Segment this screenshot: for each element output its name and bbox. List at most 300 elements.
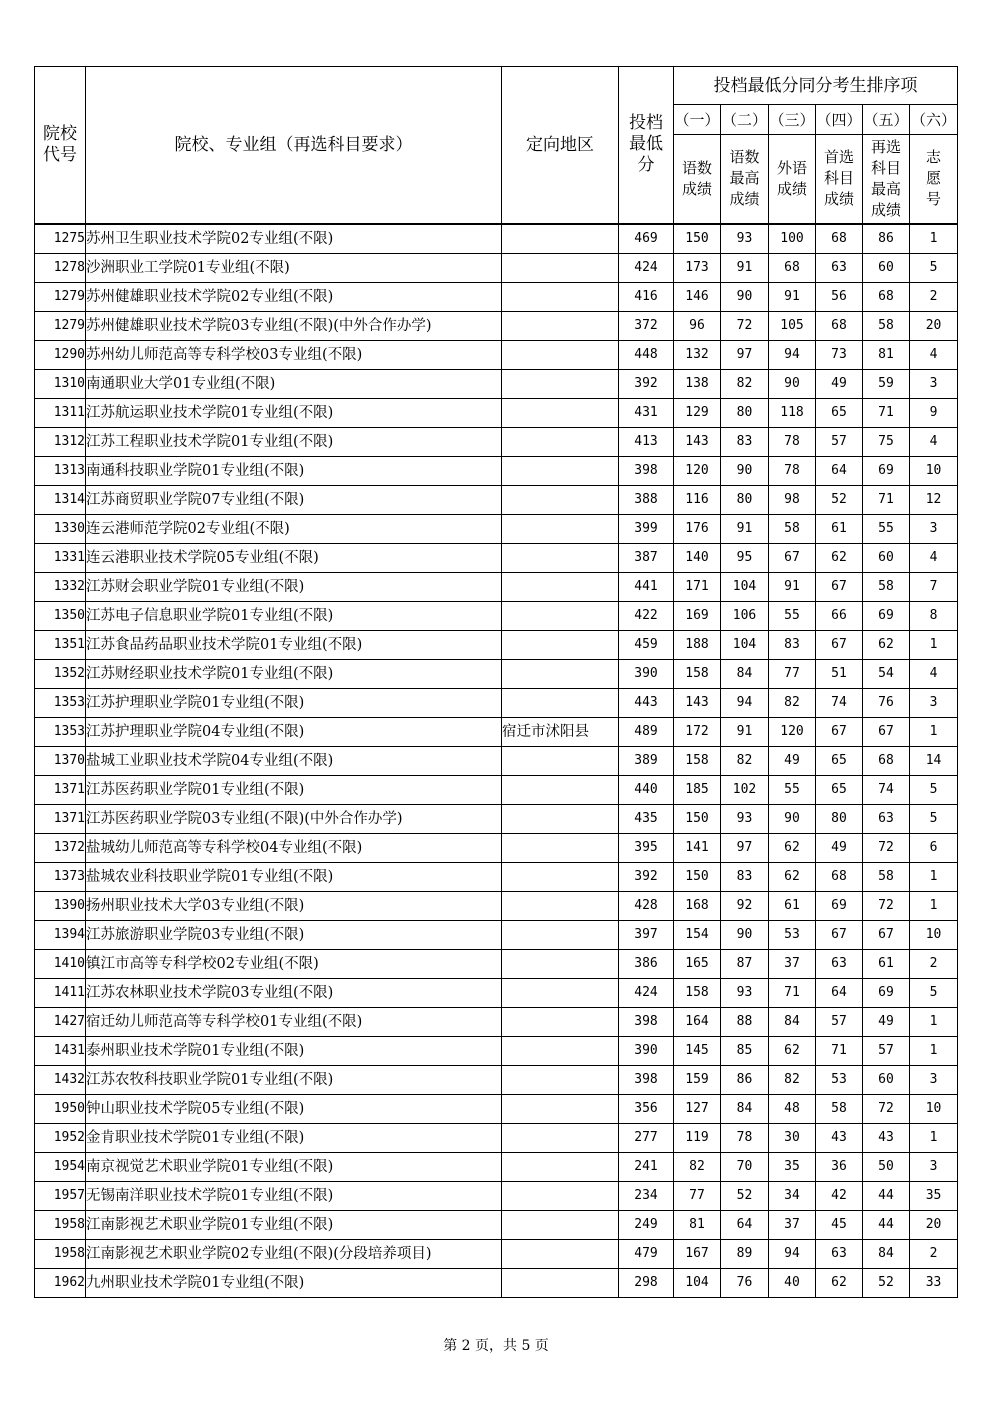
- cell-name: 江苏农林职业技术学院03专业组(不限): [86, 978, 502, 1007]
- cell-score-4: 68: [816, 862, 863, 891]
- cell-score-6: 2: [910, 282, 958, 311]
- cell-name: 苏州健雄职业技术学院02专业组(不限): [86, 282, 502, 311]
- cell-score-5: 58: [863, 862, 910, 891]
- cell-code: 1314: [35, 485, 86, 514]
- cell-score-4: 62: [816, 543, 863, 572]
- cell-score-6: 1: [910, 630, 958, 659]
- cell-score-1: 104: [674, 1268, 721, 1297]
- cell-area: [502, 572, 619, 601]
- table-row: [35, 1007, 958, 1036]
- cell-min-score: 241: [619, 1152, 674, 1181]
- admission-score-table: [34, 66, 958, 1298]
- cell-code: 1958: [35, 1239, 86, 1268]
- cell-score-6: 4: [910, 340, 958, 369]
- cell-score-4: 53: [816, 1065, 863, 1094]
- cell-score-5: 44: [863, 1181, 910, 1210]
- header-sub-num-1: （一）: [674, 105, 721, 135]
- cell-score-1: 77: [674, 1181, 721, 1210]
- cell-min-score: 469: [619, 224, 674, 254]
- cell-score-2: 83: [721, 427, 769, 456]
- cell-score-5: 60: [863, 543, 910, 572]
- cell-min-score: 390: [619, 659, 674, 688]
- header-sub-num-2: （二）: [721, 105, 769, 135]
- cell-score-1: 143: [674, 688, 721, 717]
- cell-score-1: 132: [674, 340, 721, 369]
- header-sub-label-4: 首选科目成绩: [816, 135, 863, 224]
- cell-score-5: 44: [863, 1210, 910, 1239]
- cell-score-5: 76: [863, 688, 910, 717]
- cell-code: 1311: [35, 398, 86, 427]
- cell-score-6: 12: [910, 485, 958, 514]
- cell-code: 1310: [35, 369, 86, 398]
- cell-name: 江苏护理职业学院04专业组(不限): [86, 717, 502, 746]
- table-row: [35, 311, 958, 340]
- cell-name: 江苏医药职业学院01专业组(不限): [86, 775, 502, 804]
- cell-score-5: 43: [863, 1123, 910, 1152]
- header-sub-label-2: 语数最高成绩: [721, 135, 769, 224]
- cell-score-6: 2: [910, 1239, 958, 1268]
- cell-code: 1353: [35, 717, 86, 746]
- table-header: [35, 67, 958, 224]
- cell-name: 江苏医药职业学院03专业组(不限)(中外合作办学): [86, 804, 502, 833]
- cell-score-2: 80: [721, 485, 769, 514]
- cell-score-3: 55: [769, 601, 816, 630]
- table-row: [35, 369, 958, 398]
- cell-score-4: 51: [816, 659, 863, 688]
- cell-score-3: 34: [769, 1181, 816, 1210]
- cell-code: 1371: [35, 775, 86, 804]
- cell-area: [502, 1094, 619, 1123]
- header-area: 定向地区: [502, 67, 619, 224]
- cell-score-1: 164: [674, 1007, 721, 1036]
- cell-score-2: 80: [721, 398, 769, 427]
- cell-score-6: 5: [910, 253, 958, 282]
- table-row: [35, 456, 958, 485]
- cell-score-4: 49: [816, 833, 863, 862]
- cell-area: [502, 1239, 619, 1268]
- cell-score-2: 82: [721, 369, 769, 398]
- cell-min-score: 387: [619, 543, 674, 572]
- cell-score-3: 120: [769, 717, 816, 746]
- cell-score-2: 84: [721, 1094, 769, 1123]
- page-footer: 第 2 页，共 5 页: [443, 1338, 549, 1354]
- cell-score-2: 72: [721, 311, 769, 340]
- cell-score-4: 52: [816, 485, 863, 514]
- cell-score-3: 67: [769, 543, 816, 572]
- cell-area: [502, 1036, 619, 1065]
- cell-code: 1312: [35, 427, 86, 456]
- cell-score-4: 64: [816, 456, 863, 485]
- cell-score-6: 3: [910, 688, 958, 717]
- cell-min-score: 372: [619, 311, 674, 340]
- cell-area: [502, 833, 619, 862]
- header-sub-label-3: 外语成绩: [769, 135, 816, 224]
- cell-name: 江苏护理职业学院01专业组(不限): [86, 688, 502, 717]
- cell-area: [502, 775, 619, 804]
- cell-min-score: 413: [619, 427, 674, 456]
- cell-score-2: 102: [721, 775, 769, 804]
- cell-score-2: 87: [721, 949, 769, 978]
- table-row: [35, 833, 958, 862]
- cell-area: [502, 456, 619, 485]
- cell-score-3: 90: [769, 804, 816, 833]
- cell-score-6: 14: [910, 746, 958, 775]
- cell-score-6: 35: [910, 1181, 958, 1210]
- cell-score-6: 5: [910, 804, 958, 833]
- cell-score-5: 71: [863, 398, 910, 427]
- cell-score-2: 91: [721, 514, 769, 543]
- cell-score-6: 4: [910, 659, 958, 688]
- cell-name: 盐城农业科技职业学院01专业组(不限): [86, 862, 502, 891]
- cell-score-4: 49: [816, 369, 863, 398]
- cell-score-4: 67: [816, 717, 863, 746]
- cell-min-score: 277: [619, 1123, 674, 1152]
- cell-score-3: 91: [769, 282, 816, 311]
- cell-code: 1952: [35, 1123, 86, 1152]
- cell-code: 1353: [35, 688, 86, 717]
- cell-score-5: 62: [863, 630, 910, 659]
- cell-name: 沙洲职业工学院01专业组(不限): [86, 253, 502, 282]
- cell-min-score: 416: [619, 282, 674, 311]
- cell-name: 宿迁幼儿师范高等专科学校01专业组(不限): [86, 1007, 502, 1036]
- cell-code: 1432: [35, 1065, 86, 1094]
- cell-name: 镇江市高等专科学校02专业组(不限): [86, 949, 502, 978]
- header-sub-num-3: （三）: [769, 105, 816, 135]
- cell-area: [502, 369, 619, 398]
- cell-score-6: 3: [910, 1152, 958, 1181]
- table-row: [35, 862, 958, 891]
- cell-score-1: 185: [674, 775, 721, 804]
- cell-code: 1275: [35, 224, 86, 254]
- table-row: [35, 601, 958, 630]
- table-row: [35, 543, 958, 572]
- cell-name: 江苏旅游职业学院03专业组(不限): [86, 920, 502, 949]
- cell-score-6: 1: [910, 224, 958, 254]
- cell-score-3: 62: [769, 862, 816, 891]
- table-row: [35, 804, 958, 833]
- cell-score-4: 57: [816, 1007, 863, 1036]
- cell-code: 1410: [35, 949, 86, 978]
- cell-score-2: 85: [721, 1036, 769, 1065]
- cell-score-6: 7: [910, 572, 958, 601]
- cell-name: 江苏农牧科技职业学院01专业组(不限): [86, 1065, 502, 1094]
- cell-area: [502, 253, 619, 282]
- cell-score-3: 61: [769, 891, 816, 920]
- table-body: [35, 224, 958, 1298]
- cell-score-1: 129: [674, 398, 721, 427]
- header-sub-num-6: （六）: [910, 105, 958, 135]
- cell-score-2: 104: [721, 630, 769, 659]
- cell-min-score: 399: [619, 514, 674, 543]
- cell-score-4: 67: [816, 920, 863, 949]
- cell-name: 江苏电子信息职业学院01专业组(不限): [86, 601, 502, 630]
- cell-score-1: 82: [674, 1152, 721, 1181]
- cell-area: [502, 630, 619, 659]
- cell-score-5: 57: [863, 1036, 910, 1065]
- cell-code: 1330: [35, 514, 86, 543]
- cell-score-4: 56: [816, 282, 863, 311]
- cell-score-5: 60: [863, 1065, 910, 1094]
- cell-score-2: 90: [721, 456, 769, 485]
- table-row: [35, 1210, 958, 1239]
- cell-score-4: 67: [816, 572, 863, 601]
- cell-min-score: 234: [619, 1181, 674, 1210]
- cell-score-2: 82: [721, 746, 769, 775]
- cell-name: 连云港职业技术学院05专业组(不限): [86, 543, 502, 572]
- cell-min-score: 390: [619, 1036, 674, 1065]
- cell-code: 1372: [35, 833, 86, 862]
- cell-min-score: 479: [619, 1239, 674, 1268]
- cell-area: [502, 949, 619, 978]
- cell-score-3: 58: [769, 514, 816, 543]
- cell-min-score: 356: [619, 1094, 674, 1123]
- header-sub-num-5: （五）: [863, 105, 910, 135]
- cell-score-5: 69: [863, 456, 910, 485]
- cell-score-2: 91: [721, 253, 769, 282]
- header-sub-label-5: 再选科目最高成绩: [863, 135, 910, 224]
- cell-score-5: 49: [863, 1007, 910, 1036]
- cell-min-score: 389: [619, 746, 674, 775]
- cell-score-3: 83: [769, 630, 816, 659]
- cell-score-5: 54: [863, 659, 910, 688]
- table-row: [35, 746, 958, 775]
- cell-area: [502, 804, 619, 833]
- table-row: [35, 949, 958, 978]
- cell-area: [502, 224, 619, 254]
- cell-score-1: 159: [674, 1065, 721, 1094]
- table-row: [35, 659, 958, 688]
- cell-code: 1352: [35, 659, 86, 688]
- cell-score-2: 93: [721, 978, 769, 1007]
- cell-area: [502, 398, 619, 427]
- cell-min-score: 440: [619, 775, 674, 804]
- cell-area: [502, 514, 619, 543]
- cell-code: 1331: [35, 543, 86, 572]
- cell-score-2: 95: [721, 543, 769, 572]
- cell-score-4: 67: [816, 630, 863, 659]
- cell-area: [502, 427, 619, 456]
- table-row: [35, 1152, 958, 1181]
- cell-min-score: 298: [619, 1268, 674, 1297]
- table-row: [35, 920, 958, 949]
- cell-code: 1390: [35, 891, 86, 920]
- cell-score-3: 82: [769, 688, 816, 717]
- cell-code: 1954: [35, 1152, 86, 1181]
- cell-score-2: 70: [721, 1152, 769, 1181]
- cell-score-4: 58: [816, 1094, 863, 1123]
- cell-score-1: 127: [674, 1094, 721, 1123]
- cell-score-6: 33: [910, 1268, 958, 1297]
- cell-code: 1373: [35, 862, 86, 891]
- cell-area: [502, 543, 619, 572]
- cell-min-score: 398: [619, 456, 674, 485]
- cell-score-1: 176: [674, 514, 721, 543]
- cell-score-6: 1: [910, 1007, 958, 1036]
- cell-area: [502, 601, 619, 630]
- cell-name: 无锡南洋职业技术学院01专业组(不限): [86, 1181, 502, 1210]
- cell-score-2: 86: [721, 1065, 769, 1094]
- cell-score-1: 188: [674, 630, 721, 659]
- cell-score-5: 59: [863, 369, 910, 398]
- cell-score-3: 105: [769, 311, 816, 340]
- header-sub-num-4: （四）: [816, 105, 863, 135]
- cell-score-3: 90: [769, 369, 816, 398]
- cell-code: 1370: [35, 746, 86, 775]
- cell-score-1: 169: [674, 601, 721, 630]
- cell-score-3: 53: [769, 920, 816, 949]
- cell-name: 江南影视艺术职业学院02专业组(不限)(分段培养项目): [86, 1239, 502, 1268]
- cell-code: 1290: [35, 340, 86, 369]
- cell-min-score: 392: [619, 862, 674, 891]
- cell-score-3: 62: [769, 1036, 816, 1065]
- cell-score-1: 171: [674, 572, 721, 601]
- header-sub-label-6: 志愿号: [910, 135, 958, 224]
- cell-code: 1411: [35, 978, 86, 1007]
- cell-name: 泰州职业技术学院01专业组(不限): [86, 1036, 502, 1065]
- cell-score-1: 146: [674, 282, 721, 311]
- cell-score-1: 119: [674, 1123, 721, 1152]
- table-row: [35, 340, 958, 369]
- cell-name: 金肯职业技术学院01专业组(不限): [86, 1123, 502, 1152]
- cell-score-4: 80: [816, 804, 863, 833]
- cell-score-5: 81: [863, 340, 910, 369]
- table-row: [35, 891, 958, 920]
- table-row: [35, 688, 958, 717]
- cell-score-1: 150: [674, 804, 721, 833]
- cell-score-3: 77: [769, 659, 816, 688]
- table-row: [35, 1181, 958, 1210]
- cell-score-5: 50: [863, 1152, 910, 1181]
- cell-min-score: 448: [619, 340, 674, 369]
- cell-score-4: 66: [816, 601, 863, 630]
- cell-score-2: 89: [721, 1239, 769, 1268]
- cell-score-4: 43: [816, 1123, 863, 1152]
- cell-area: [502, 891, 619, 920]
- cell-min-score: 424: [619, 978, 674, 1007]
- table-row: [35, 1123, 958, 1152]
- cell-score-6: 20: [910, 311, 958, 340]
- cell-score-6: 3: [910, 369, 958, 398]
- table-row: [35, 514, 958, 543]
- cell-score-5: 68: [863, 282, 910, 311]
- cell-code: 1958: [35, 1210, 86, 1239]
- cell-area: [502, 978, 619, 1007]
- cell-code: 1950: [35, 1094, 86, 1123]
- cell-min-score: 443: [619, 688, 674, 717]
- cell-score-1: 116: [674, 485, 721, 514]
- cell-score-6: 1: [910, 717, 958, 746]
- cell-score-4: 45: [816, 1210, 863, 1239]
- cell-name: 扬州职业技术大学03专业组(不限): [86, 891, 502, 920]
- cell-score-4: 42: [816, 1181, 863, 1210]
- cell-score-3: 35: [769, 1152, 816, 1181]
- cell-score-3: 40: [769, 1268, 816, 1297]
- cell-code: 1313: [35, 456, 86, 485]
- cell-min-score: 249: [619, 1210, 674, 1239]
- cell-score-3: 91: [769, 572, 816, 601]
- cell-min-score: 395: [619, 833, 674, 862]
- cell-score-1: 158: [674, 746, 721, 775]
- table-row: [35, 398, 958, 427]
- cell-score-5: 63: [863, 804, 910, 833]
- cell-score-4: 68: [816, 311, 863, 340]
- cell-score-3: 48: [769, 1094, 816, 1123]
- cell-score-5: 67: [863, 920, 910, 949]
- cell-name: 苏州健雄职业技术学院03专业组(不限)(中外合作办学): [86, 311, 502, 340]
- cell-min-score: 386: [619, 949, 674, 978]
- cell-code: 1350: [35, 601, 86, 630]
- cell-score-1: 158: [674, 659, 721, 688]
- cell-code: 1278: [35, 253, 86, 282]
- cell-area: 宿迁市沭阳县: [502, 717, 619, 746]
- cell-score-1: 145: [674, 1036, 721, 1065]
- header-code: 院校代号: [35, 67, 86, 224]
- cell-score-6: 1: [910, 1123, 958, 1152]
- cell-score-2: 78: [721, 1123, 769, 1152]
- table-row: [35, 572, 958, 601]
- cell-score-3: 30: [769, 1123, 816, 1152]
- table-row: [35, 630, 958, 659]
- cell-min-score: 431: [619, 398, 674, 427]
- cell-min-score: 388: [619, 485, 674, 514]
- cell-min-score: 392: [619, 369, 674, 398]
- cell-min-score: 398: [619, 1007, 674, 1036]
- cell-name: 南通科技职业学院01专业组(不限): [86, 456, 502, 485]
- cell-score-5: 69: [863, 601, 910, 630]
- cell-score-4: 64: [816, 978, 863, 1007]
- cell-name: 苏州卫生职业技术学院02专业组(不限): [86, 224, 502, 254]
- cell-code: 1962: [35, 1268, 86, 1297]
- cell-score-5: 86: [863, 224, 910, 254]
- cell-score-2: 90: [721, 920, 769, 949]
- cell-score-5: 72: [863, 1094, 910, 1123]
- cell-score-3: 84: [769, 1007, 816, 1036]
- cell-area: [502, 1152, 619, 1181]
- cell-score-6: 5: [910, 775, 958, 804]
- cell-score-2: 104: [721, 572, 769, 601]
- cell-score-2: 83: [721, 862, 769, 891]
- cell-score-2: 88: [721, 1007, 769, 1036]
- cell-score-6: 10: [910, 456, 958, 485]
- cell-score-5: 72: [863, 833, 910, 862]
- cell-code: 1957: [35, 1181, 86, 1210]
- cell-score-1: 150: [674, 862, 721, 891]
- cell-code: 1427: [35, 1007, 86, 1036]
- cell-score-5: 71: [863, 485, 910, 514]
- cell-score-3: 68: [769, 253, 816, 282]
- cell-min-score: 397: [619, 920, 674, 949]
- cell-name: 盐城工业职业技术学院04专业组(不限): [86, 746, 502, 775]
- cell-code: 1279: [35, 282, 86, 311]
- cell-name: 江苏航运职业技术学院01专业组(不限): [86, 398, 502, 427]
- table-row: [35, 1268, 958, 1297]
- cell-score-5: 52: [863, 1268, 910, 1297]
- cell-score-2: 106: [721, 601, 769, 630]
- cell-score-3: 94: [769, 1239, 816, 1268]
- cell-score-3: 37: [769, 949, 816, 978]
- cell-score-1: 141: [674, 833, 721, 862]
- cell-score-3: 98: [769, 485, 816, 514]
- cell-score-2: 92: [721, 891, 769, 920]
- cell-score-6: 9: [910, 398, 958, 427]
- cell-min-score: 441: [619, 572, 674, 601]
- table-row: [35, 775, 958, 804]
- cell-area: [502, 311, 619, 340]
- cell-score-5: 61: [863, 949, 910, 978]
- table-row: [35, 282, 958, 311]
- cell-area: [502, 862, 619, 891]
- cell-score-4: 63: [816, 1239, 863, 1268]
